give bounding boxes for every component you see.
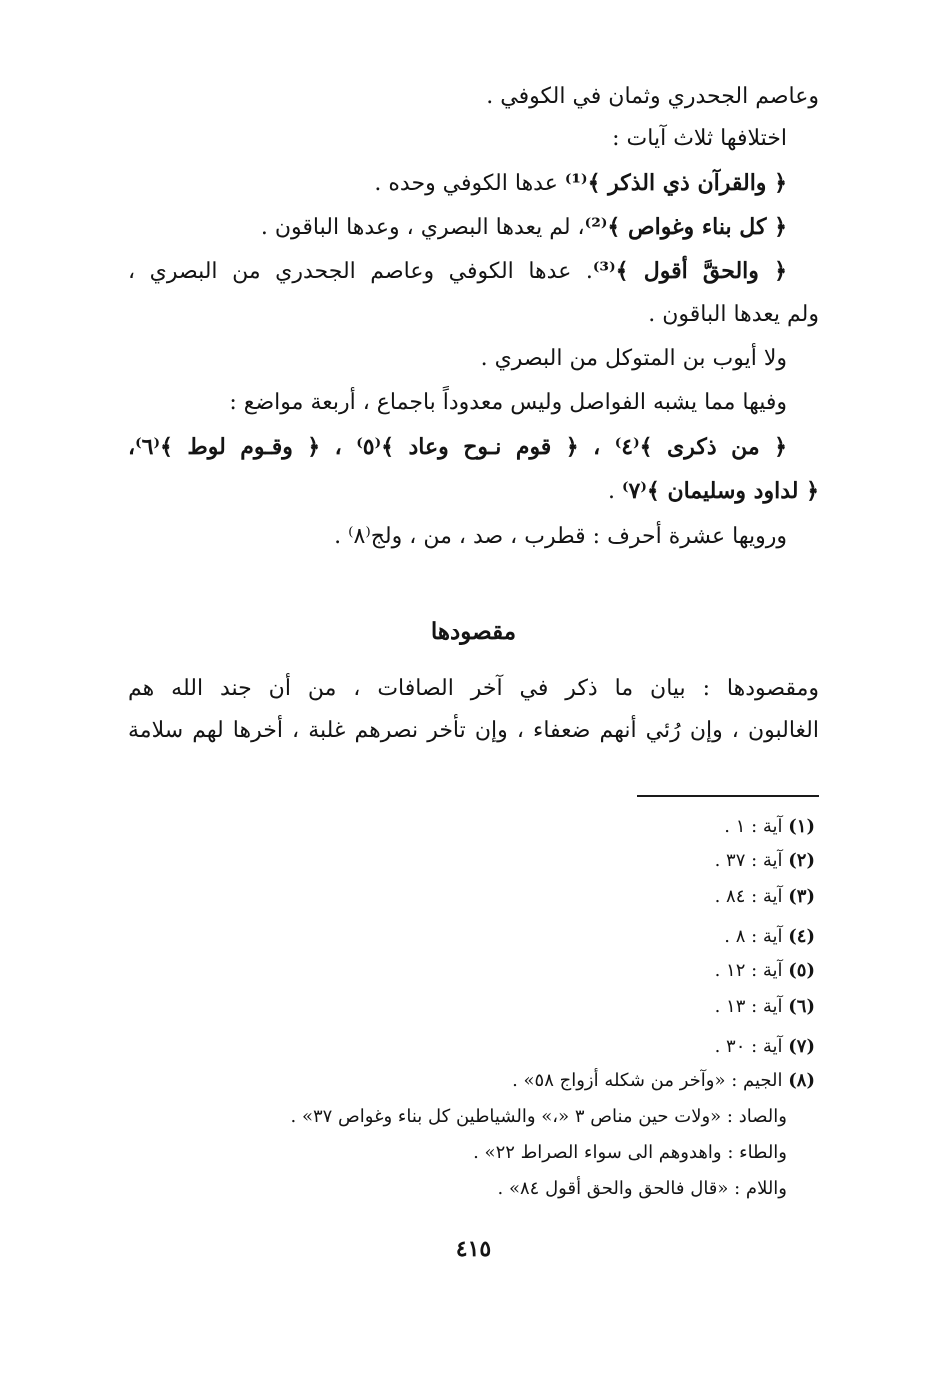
text-line: ولم يعدها الباقون .: [648, 302, 819, 327]
verse-comment: عدها الكوفي وحده .: [374, 171, 565, 196]
footnote-text: آية : ٨٤ .: [714, 886, 789, 907]
footnote-separator: [637, 795, 819, 797]
section-heading: مقصودها: [430, 618, 517, 645]
footnote-number: (٥): [788, 960, 815, 981]
quran-verse: ، ﴿ وقـوم لوط ﴾⁽٦⁾،: [128, 434, 342, 460]
text-line: وفيها مما يشبه الفواصل وليس معدوداً باجماع ، أربعة مواضع :: [229, 390, 787, 415]
quran-verse: ﴿ والحقَّ أقول ﴾⁽³⁾: [592, 258, 787, 284]
footnote-number: (٢): [788, 850, 815, 871]
footnote: [715, 1034, 815, 1060]
footnote-continuation: والصاد : «ولات حين مناص ٣ «،» والشياطين كل بناء وغواص ٣٧» .: [290, 1106, 787, 1127]
text-line: [128, 256, 787, 287]
text-line: [128, 212, 787, 243]
verse-comment: ، لم يعدها البصري ، وعدها الباقون .: [260, 215, 585, 240]
quran-verse: ﴿ كل بناء وغواص ﴾⁽²⁾: [584, 214, 787, 240]
text-line: [128, 432, 787, 462]
footnote-number: (٦): [788, 996, 815, 1017]
footnote: [715, 958, 815, 984]
footnote-text: الجيم : «وآخر من شكله أزواج ٥٨» .: [512, 1070, 789, 1091]
footnote: [715, 994, 815, 1020]
verse-comment: .: [607, 479, 622, 504]
text-line: اختلافها ثلاث آيات :: [612, 126, 787, 151]
footnote-number: (١): [788, 816, 815, 837]
footnote-number: (٣): [788, 886, 815, 907]
footnote-number: (٨): [788, 1070, 815, 1091]
text-line: [128, 476, 819, 507]
footnote: [724, 924, 815, 950]
footnote-text: آية : ٨ .: [724, 926, 789, 947]
footnote-number: (٤): [788, 926, 815, 947]
text-line: [128, 168, 787, 199]
page-number: ٤١٥: [455, 1236, 492, 1262]
text-line: ورويها عشرة أحرف : قطرب ، صد ، من ، ولج⁽٨⁾ .: [334, 524, 787, 549]
footnote-text: آية : ١٢ .: [714, 960, 789, 981]
footnote: [715, 848, 815, 874]
footnote-text: آية : ٣٧ .: [714, 850, 789, 871]
quran-verse: ، ﴿ قوم نـوح وعاد ﴾⁽٥⁾: [356, 434, 601, 460]
quran-verse: ﴿ لداود وسليمان ﴾⁽٧⁾: [621, 478, 819, 504]
text-line: وعاصم الجحدري وثمان في الكوفي .: [486, 84, 819, 109]
footnote-text: آية : ١٣ .: [714, 996, 789, 1017]
footnote: [715, 884, 815, 910]
footnote-text: آية : ٣٠ .: [714, 1036, 789, 1057]
verse-comment: . عدها الكوفي وعاصم الجحدري من البصري ،: [128, 259, 593, 284]
quran-verse: ﴿ من ذكرى ﴾⁽٤⁾: [614, 434, 787, 460]
footnote: [512, 1068, 815, 1094]
quran-verse: ﴿ والقرآن ذي الذكر ﴾⁽¹⁾: [564, 170, 787, 196]
footnote-continuation: واللام : «قال فالحق والحق أقول ٨٤» .: [497, 1178, 787, 1199]
paragraph-line: ومقصودها : بيان ما ذكر في آخر الصافات ، من أن جند الله هم: [128, 676, 819, 701]
footnote: [724, 814, 815, 840]
footnote-text: آية : ١ .: [724, 816, 789, 837]
footnote-number: (٧): [788, 1036, 815, 1057]
text-line: ولا أيوب بن المتوكل من البصري .: [480, 346, 787, 371]
paragraph-line: الغالبون ، وإن رُئي أنهم ضعفاء ، وإن تأخر نصرهم غلبة ، أخرها لهم سلامة: [128, 718, 819, 743]
footnote-continuation: والطاء : واهدوهم الى سواء الصراط ٢٢» .: [473, 1142, 787, 1163]
